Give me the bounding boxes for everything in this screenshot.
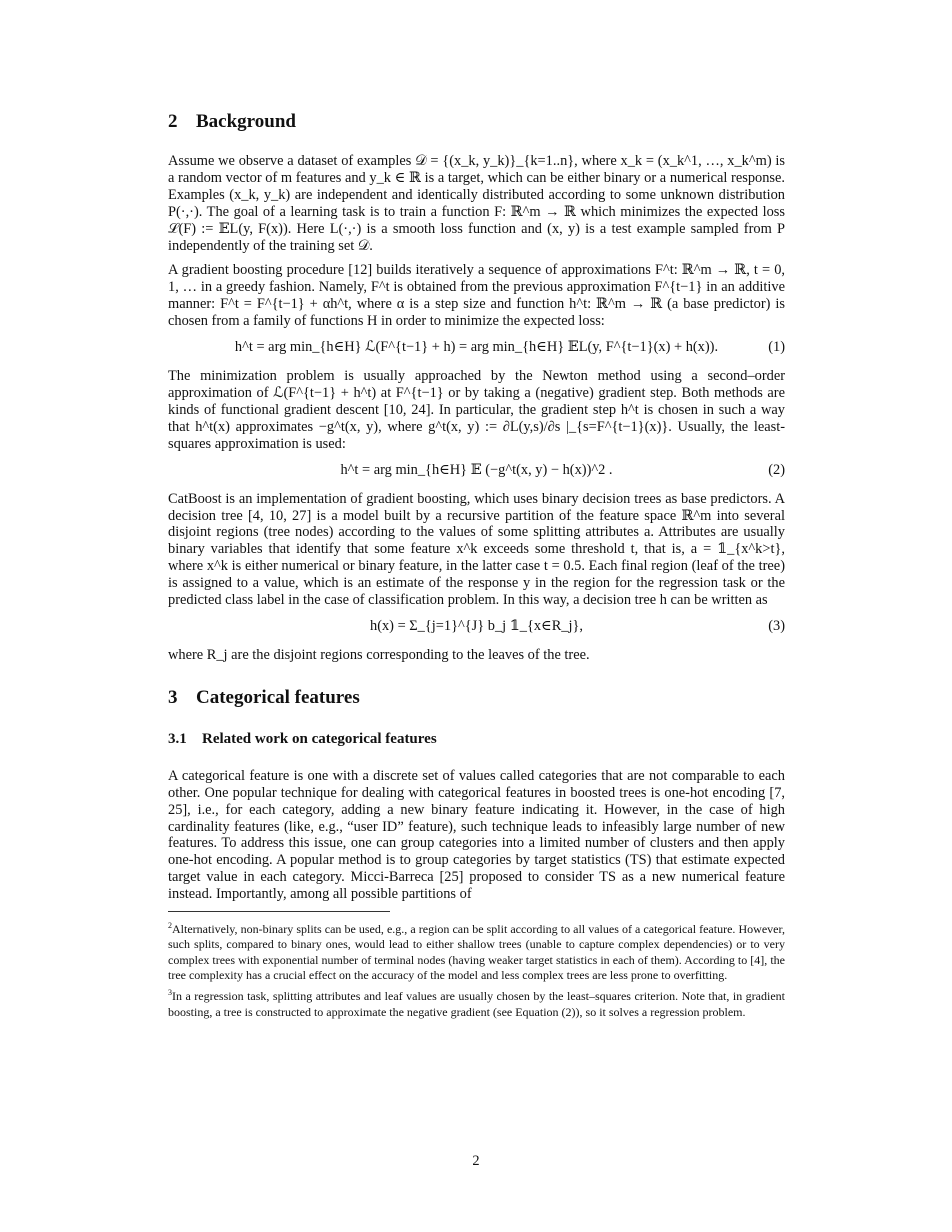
page-number: 2 [472,1153,480,1169]
paragraph: CatBoost is an implementation of gradient boosting, which uses binary decision trees as base predictors. A decision tree [4, 10, 27] is a model built by a recursive partition of the feature space ℝ^m into several disjoint regions (tree nodes) according to the values of some splitting attributes a. Attributes are usually binary variables that identify that some feature x^k exceeds some threshold t, that is, a = 𝟙_{x^k>t}, where x^k is either numerical or binary feature, in the latter case t = 0.5. Each final region (leaf of the tree) is assigned to a value, which is an estimate of the response y in the region for the regression task or the predicted class label in the case of classification problem. In this way, a decision tree h can be written as [168,490,785,609]
footnote-mark: 2 [168,921,172,931]
footnote-mark: 3 [168,988,172,998]
equation-label: (2) [768,461,785,478]
subsection-title: Related work on categorical features [202,730,437,747]
paragraph: where R_j are the disjoint regions corresponding to the leaves of the tree. [168,646,590,663]
section-title: Background [196,111,296,132]
section-number: 3 [168,686,178,708]
section-number: 2 [168,111,178,132]
subsection-number: 3.1 [168,730,187,747]
equation-body: h^t = arg min_{h∈H} ℒ(F^{t−1} + h) = arg min_{h∈H} 𝔼L(y, F^{t−1}(x) + h(x)). [234,339,719,356]
equation-body: h^t = arg min_{h∈H} 𝔼 (−g^t(x, y) − h(x))^2 . [340,461,613,478]
equation-2 [168,461,785,479]
equation-3 [168,617,785,635]
equation-1 [168,338,785,356]
paragraph: The minimization problem is usually approached by the Newton method using a second–order approximation of ℒ(F^{t−1} + h^t) at F^{t−1} or by taking a (negative) gradient step. Both methods are kinds of functional gradient descent [10, 24]. In particular, the gradient step h^t is chosen in such a way that h^t(x) approximates −g^t(x, y), where g^t(x, y) := ∂L(y,s)/∂s |_{s=F^{t−1}(x)}. Usually, the least-squares approximation is used: [168,368,785,452]
section-heading-background [168,108,785,136]
footnote-text: In a regression task, splitting attributes and leaf values are usually chosen by the least–squares criterion. Note that, in gradient boosting, a tree is constructed to approximate the negative gradient (see Equation (2)), so it solves a regression problem. [168,989,785,1019]
paragraph: A categorical feature is one with a discrete set of values called categories that are not comparable to each other. One popular technique for dealing with categorical features in boosted trees is one-hot encoding [7, 25], i.e., for each category, adding a new binary feature indicating it. However, in the case of high cardinality features (like, e.g., “user ID” feature), such technique leads to infeasibly large number of new features. To address this issue, one can group categories into a limited number of clusters and then apply one-hot encoding. A popular method is to group categories by target statistics (TS) that estimate expected target value in each category. Micci-Barreca [25] proposed to consider TS as a new numerical feature instead. Importantly, among all possible partitions of [168,767,785,903]
paragraph: A gradient boosting procedure [12] builds iteratively a sequence of approximations F^t: ℝ^m → ℝ, t = 0, 1, … in a greedy fashion. Namely, F^t is obtained from the previous approximation F^{t−1} in an additive manner: F^t = F^{t−1} + αh^t, where α is a step size and function h^t: ℝ^m → ℝ (a base predictor) is chosen from a family of functions H in order to minimize the expected loss: [168,262,785,330]
equation-body: h(x) = Σ_{j=1}^{J} b_j 𝟙_{x∈R_j}, [370,617,583,634]
footnote-divider [168,911,390,912]
footnote-text: Alternatively, non-binary splits can be used, e.g., a region can be split according to all values of a categorical feature. However, such splits, compared to binary ones, would lead to either shallow trees (unable to capture complex dependencies) or to very complex trees with exponential number of terminal nodes (having weaker target statistics in each of them). According to [4], the tree complexity has a crucial effect on the accuracy of the model and less complex trees are less prone to overfitting. [168,922,785,982]
equation-label: (3) [768,617,785,634]
paragraph: Assume we observe a dataset of examples 𝒟 = {(x_k, y_k)}_{k=1..n}, where x_k = (x_k^1, …, x_k^m) is a random vector of m features and y_k ∈ ℝ is a target, which can be either binary or a numerical response. Examples (x_k, y_k) are independent and identically distributed according to some unknown distribution P(·,·). The goal of a learning task is to train a function F: ℝ^m → ℝ which minimizes the expected loss ℒ(F) := 𝔼L(y, F(x)). Here L(·,·) is a smooth loss function and (x, y) is a test example sampled from P independently of the training set 𝒟. [168,153,785,254]
footnote-2 [168,918,785,983]
subsection-heading [168,729,785,749]
section-title: Categorical features [196,686,360,708]
footnote-3 [168,985,785,1020]
paper-page [168,108,785,1022]
section-heading-categorical-features [168,684,785,712]
equation-label: (1) [768,339,785,356]
